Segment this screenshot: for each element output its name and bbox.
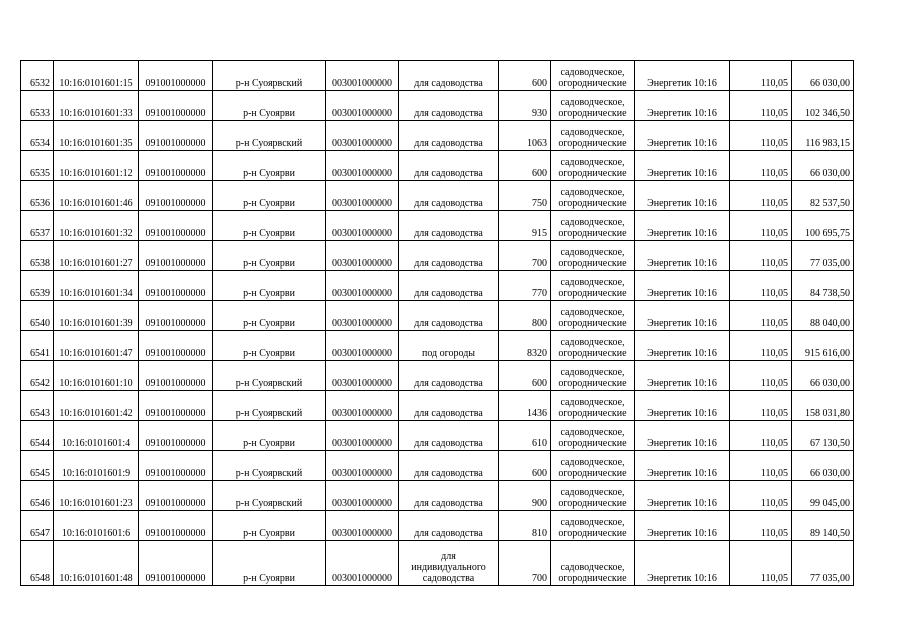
land-category [551, 181, 635, 211]
cadastral-cost: 66 030,00 [792, 451, 854, 481]
land-category [551, 211, 635, 241]
land-category-line-1: садоводческое, [560, 247, 625, 258]
cadastral-number: 10:16:0101601:39 [54, 301, 139, 331]
land-category-line-2: огороднические [558, 573, 627, 584]
land-category-line-2: огороднические [558, 408, 627, 419]
land-category-line-1: садоводческое, [560, 487, 625, 498]
category-code: 003001000000 [326, 241, 399, 271]
land-category-line-2: огороднические [558, 228, 627, 239]
association: Энергетик 10:16 [635, 541, 730, 586]
district: р-н Суоярви [213, 421, 326, 451]
permitted-use: для садоводства [399, 241, 499, 271]
rate: 110,05 [730, 361, 792, 391]
okato-code: 091001000000 [139, 91, 213, 121]
table-row [21, 391, 854, 421]
district: р-н Суоярви [213, 211, 326, 241]
row-number: 6546 [21, 481, 54, 511]
land-category [551, 451, 635, 481]
cadastral-cost: 116 983,15 [792, 121, 854, 151]
rate: 110,05 [730, 181, 792, 211]
okato-code: 091001000000 [139, 121, 213, 151]
cadastral-cost: 99 045,00 [792, 481, 854, 511]
land-category [551, 511, 635, 541]
area: 700 [499, 241, 551, 271]
association: Энергетик 10:16 [635, 241, 730, 271]
rate: 110,05 [730, 481, 792, 511]
row-number: 6541 [21, 331, 54, 361]
land-category [551, 421, 635, 451]
land-category-line-2: огороднические [558, 378, 627, 389]
association: Энергетик 10:16 [635, 361, 730, 391]
category-code: 003001000000 [326, 331, 399, 361]
land-category-line-1: садоводческое, [560, 367, 625, 378]
cadastral-number: 10:16:0101601:23 [54, 481, 139, 511]
category-code: 003001000000 [326, 121, 399, 151]
land-category [551, 361, 635, 391]
cadastral-number: 10:16:0101601:42 [54, 391, 139, 421]
table-row [21, 151, 854, 181]
row-number: 6548 [21, 541, 54, 586]
area: 770 [499, 271, 551, 301]
land-category-line-1: садоводческое, [560, 307, 625, 318]
row-number: 6534 [21, 121, 54, 151]
area: 600 [499, 151, 551, 181]
okato-code: 091001000000 [139, 421, 213, 451]
area: 700 [499, 541, 551, 586]
row-number: 6540 [21, 301, 54, 331]
table-row [21, 511, 854, 541]
rate: 110,05 [730, 331, 792, 361]
cadastral-cost: 84 738,50 [792, 271, 854, 301]
association: Энергетик 10:16 [635, 511, 730, 541]
area: 750 [499, 181, 551, 211]
district: р-н Суоярвский [213, 121, 326, 151]
cadastral-number: 10:16:0101601:35 [54, 121, 139, 151]
association: Энергетик 10:16 [635, 271, 730, 301]
cadastral-number: 10:16:0101601:34 [54, 271, 139, 301]
land-category-line-2: огороднические [558, 108, 627, 119]
land-category-line-1: садоводческое, [560, 397, 625, 408]
cadastral-number: 10:16:0101601:10 [54, 361, 139, 391]
rate: 110,05 [730, 301, 792, 331]
association: Энергетик 10:16 [635, 211, 730, 241]
area: 1436 [499, 391, 551, 421]
category-code: 003001000000 [326, 211, 399, 241]
okato-code: 091001000000 [139, 331, 213, 361]
rate: 110,05 [730, 121, 792, 151]
rate: 110,05 [730, 421, 792, 451]
rate: 110,05 [730, 91, 792, 121]
permitted-use: под огороды [399, 331, 499, 361]
cadastral-number: 10:16:0101601:32 [54, 211, 139, 241]
category-code: 003001000000 [326, 301, 399, 331]
district: р-н Суоярви [213, 511, 326, 541]
table-row [21, 421, 854, 451]
district: р-н Суоярви [213, 541, 326, 586]
land-category-line-2: огороднические [558, 168, 627, 179]
permitted-use: для садоводства [399, 301, 499, 331]
row-number: 6547 [21, 511, 54, 541]
table-row [21, 481, 854, 511]
okato-code: 091001000000 [139, 481, 213, 511]
okato-code: 091001000000 [139, 451, 213, 481]
table-row-last [21, 541, 854, 586]
rate: 110,05 [730, 211, 792, 241]
permitted-use-line-2: индивидуального [411, 562, 486, 573]
rate: 110,05 [730, 451, 792, 481]
cadastral-cost: 77 035,00 [792, 541, 854, 586]
land-category-line-2: огороднические [558, 78, 627, 89]
cadastral-cost: 100 695,75 [792, 211, 854, 241]
table-row [21, 331, 854, 361]
rate: 110,05 [730, 391, 792, 421]
cadastral-cost: 66 030,00 [792, 361, 854, 391]
association: Энергетик 10:16 [635, 151, 730, 181]
rate: 110,05 [730, 61, 792, 91]
land-category [551, 121, 635, 151]
category-code: 003001000000 [326, 541, 399, 586]
land-category [551, 271, 635, 301]
land-category [551, 151, 635, 181]
cadastral-cost: 77 035,00 [792, 241, 854, 271]
land-category-line-2: огороднические [558, 288, 627, 299]
land-category [551, 61, 635, 91]
land-category-line-2: огороднические [558, 498, 627, 509]
permitted-use: для садоводства [399, 211, 499, 241]
land-category-line-1: садоводческое, [560, 217, 625, 228]
district: р-н Суоярвский [213, 451, 326, 481]
land-category-line-1: садоводческое, [560, 517, 625, 528]
permitted-use-line-1: для [441, 551, 456, 562]
category-code: 003001000000 [326, 271, 399, 301]
category-code: 003001000000 [326, 421, 399, 451]
district: р-н Суоярви [213, 271, 326, 301]
district: р-н Суоярви [213, 91, 326, 121]
association: Энергетик 10:16 [635, 181, 730, 211]
permitted-use: для садоводства [399, 91, 499, 121]
land-category [551, 331, 635, 361]
category-code: 003001000000 [326, 61, 399, 91]
cadastral-number: 10:16:0101601:48 [54, 541, 139, 586]
table-row [21, 181, 854, 211]
land-category-line-1: садоводческое, [560, 157, 625, 168]
permitted-use: для садоводства [399, 451, 499, 481]
category-code: 003001000000 [326, 481, 399, 511]
land-category-line-1: садоводческое, [560, 67, 625, 78]
okato-code: 091001000000 [139, 151, 213, 181]
district: р-н Суоярвский [213, 61, 326, 91]
row-number: 6537 [21, 211, 54, 241]
table-row [21, 121, 854, 151]
land-category-line-1: садоводческое, [560, 337, 625, 348]
area: 1063 [499, 121, 551, 151]
table-row [21, 61, 854, 91]
association: Энергетик 10:16 [635, 481, 730, 511]
table-row [21, 241, 854, 271]
permitted-use-line-3: садоводства [422, 573, 475, 584]
area: 800 [499, 301, 551, 331]
district: р-н Суоярвский [213, 391, 326, 421]
category-code: 003001000000 [326, 391, 399, 421]
district: р-н Суоярви [213, 181, 326, 211]
district: р-н Суоярви [213, 331, 326, 361]
land-category-line-1: садоводческое, [560, 277, 625, 288]
row-number: 6538 [21, 241, 54, 271]
area: 610 [499, 421, 551, 451]
association: Энергетик 10:16 [635, 421, 730, 451]
cadastral-cost: 89 140,50 [792, 511, 854, 541]
category-code: 003001000000 [326, 511, 399, 541]
permitted-use: для садоводства [399, 121, 499, 151]
cadastral-cost: 67 130,50 [792, 421, 854, 451]
district: р-н Суоярвский [213, 361, 326, 391]
area: 915 [499, 211, 551, 241]
land-category-line-2: огороднические [558, 198, 627, 209]
land-category [551, 241, 635, 271]
cadastral-cost: 158 031,80 [792, 391, 854, 421]
association: Энергетик 10:16 [635, 61, 730, 91]
cadastral-cost: 88 040,00 [792, 301, 854, 331]
okato-code: 091001000000 [139, 211, 213, 241]
permitted-use: для садоводства [399, 271, 499, 301]
association: Энергетик 10:16 [635, 121, 730, 151]
area: 600 [499, 451, 551, 481]
cadastral-number: 10:16:0101601:47 [54, 331, 139, 361]
land-category [551, 481, 635, 511]
area: 600 [499, 361, 551, 391]
rate: 110,05 [730, 511, 792, 541]
district: р-н Суоярви [213, 241, 326, 271]
table-row [21, 451, 854, 481]
cadastral-number: 10:16:0101601:15 [54, 61, 139, 91]
association: Энергетик 10:16 [635, 331, 730, 361]
land-category-line-2: огороднические [558, 468, 627, 479]
okato-code: 091001000000 [139, 61, 213, 91]
association: Энергетик 10:16 [635, 91, 730, 121]
permitted-use: для садоводства [399, 391, 499, 421]
cadastral-number: 10:16:0101601:12 [54, 151, 139, 181]
permitted-use: для садоводства [399, 61, 499, 91]
permitted-use: для садоводства [399, 181, 499, 211]
land-category-line-1: садоводческое, [560, 427, 625, 438]
row-number: 6544 [21, 421, 54, 451]
land-category [551, 541, 635, 586]
area: 930 [499, 91, 551, 121]
table-row [21, 271, 854, 301]
row-number: 6532 [21, 61, 54, 91]
table-row [21, 301, 854, 331]
table-row [21, 211, 854, 241]
cadastral-cost: 66 030,00 [792, 151, 854, 181]
row-number: 6535 [21, 151, 54, 181]
area: 810 [499, 511, 551, 541]
land-category-line-2: огороднические [558, 348, 627, 359]
cadastral-number: 10:16:0101601:46 [54, 181, 139, 211]
category-code: 003001000000 [326, 451, 399, 481]
land-category-line-1: садоводческое, [560, 187, 625, 198]
permitted-use [399, 541, 499, 586]
rate: 110,05 [730, 541, 792, 586]
permitted-use: для садоводства [399, 151, 499, 181]
okato-code: 091001000000 [139, 301, 213, 331]
cadastral-number: 10:16:0101601:9 [54, 451, 139, 481]
category-code: 003001000000 [326, 91, 399, 121]
okato-code: 091001000000 [139, 541, 213, 586]
okato-code: 091001000000 [139, 391, 213, 421]
district: р-н Суоярви [213, 151, 326, 181]
land-category-line-1: садоводческое, [560, 457, 625, 468]
table-row [21, 361, 854, 391]
land-category-line-2: огороднические [558, 258, 627, 269]
cadastral-cost: 102 346,50 [792, 91, 854, 121]
table-body [21, 61, 854, 586]
permitted-use: для садоводства [399, 481, 499, 511]
land-category [551, 91, 635, 121]
cadastral-number: 10:16:0101601:4 [54, 421, 139, 451]
rate: 110,05 [730, 151, 792, 181]
area: 900 [499, 481, 551, 511]
okato-code: 091001000000 [139, 511, 213, 541]
row-number: 6539 [21, 271, 54, 301]
okato-code: 091001000000 [139, 361, 213, 391]
okato-code: 091001000000 [139, 241, 213, 271]
land-category-line-1: садоводческое, [560, 562, 625, 573]
land-category [551, 391, 635, 421]
cadastral-number: 10:16:0101601:33 [54, 91, 139, 121]
land-category-line-1: садоводческое, [560, 97, 625, 108]
land-category-line-2: огороднические [558, 138, 627, 149]
area: 8320 [499, 331, 551, 361]
land-category [551, 301, 635, 331]
cadastral-number: 10:16:0101601:6 [54, 511, 139, 541]
row-number: 6542 [21, 361, 54, 391]
permitted-use: для садоводства [399, 361, 499, 391]
land-category-line-2: огороднические [558, 528, 627, 539]
land-category-line-1: садоводческое, [560, 127, 625, 138]
row-number: 6536 [21, 181, 54, 211]
row-number: 6545 [21, 451, 54, 481]
district: р-н Суоярвский [213, 481, 326, 511]
category-code: 003001000000 [326, 181, 399, 211]
cadastral-cost: 66 030,00 [792, 61, 854, 91]
okato-code: 091001000000 [139, 271, 213, 301]
association: Энергетик 10:16 [635, 301, 730, 331]
cadastral-cost: 915 616,00 [792, 331, 854, 361]
permitted-use: для садоводства [399, 511, 499, 541]
row-number: 6533 [21, 91, 54, 121]
rate: 110,05 [730, 271, 792, 301]
district: р-н Суоярви [213, 301, 326, 331]
land-registry-table [20, 60, 854, 586]
association: Энергетик 10:16 [635, 451, 730, 481]
okato-code: 091001000000 [139, 181, 213, 211]
land-category-line-2: огороднические [558, 318, 627, 329]
land-category-line-2: огороднические [558, 438, 627, 449]
category-code: 003001000000 [326, 151, 399, 181]
permitted-use: для садоводства [399, 421, 499, 451]
association: Энергетик 10:16 [635, 391, 730, 421]
row-number: 6543 [21, 391, 54, 421]
category-code: 003001000000 [326, 361, 399, 391]
rate: 110,05 [730, 241, 792, 271]
table-row [21, 91, 854, 121]
area: 600 [499, 61, 551, 91]
cadastral-number: 10:16:0101601:27 [54, 241, 139, 271]
cadastral-cost: 82 537,50 [792, 181, 854, 211]
